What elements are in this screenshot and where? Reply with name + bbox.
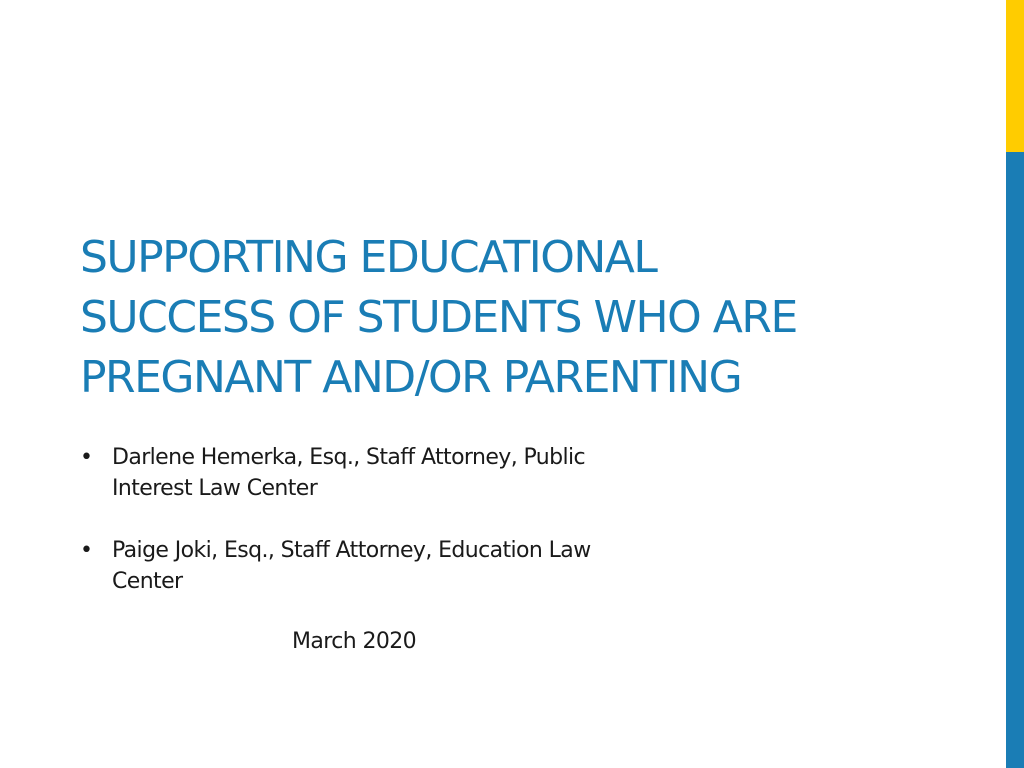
presenter-item <box>80 442 680 504</box>
slide-title <box>80 228 940 408</box>
slide-title-line: PREGNANT AND/OR PARENTING <box>80 352 742 403</box>
presentation-date: March 2020 <box>292 629 417 654</box>
bullet-icon: • <box>80 538 93 563</box>
bullet-icon: • <box>80 445 93 470</box>
accent-bar <box>1006 0 1024 768</box>
presenter-item <box>80 535 680 597</box>
presenter-text-line: Center <box>112 569 183 594</box>
slide-title-line: SUCCESS OF STUDENTS WHO ARE <box>80 292 797 343</box>
presenter-text-line: Darlene Hemerka, Esq., Staff Attorney, Public <box>112 445 585 470</box>
accent-bar-blue <box>1006 152 1024 768</box>
presenter-text-line: Interest Law Center <box>112 476 318 501</box>
slide-title-line: SUPPORTING EDUCATIONAL <box>80 232 657 283</box>
presenter-text-line: Paige Joki, Esq., Staff Attorney, Education Law <box>112 538 591 563</box>
accent-bar-yellow <box>1006 0 1024 152</box>
presenter-list <box>80 442 680 628</box>
